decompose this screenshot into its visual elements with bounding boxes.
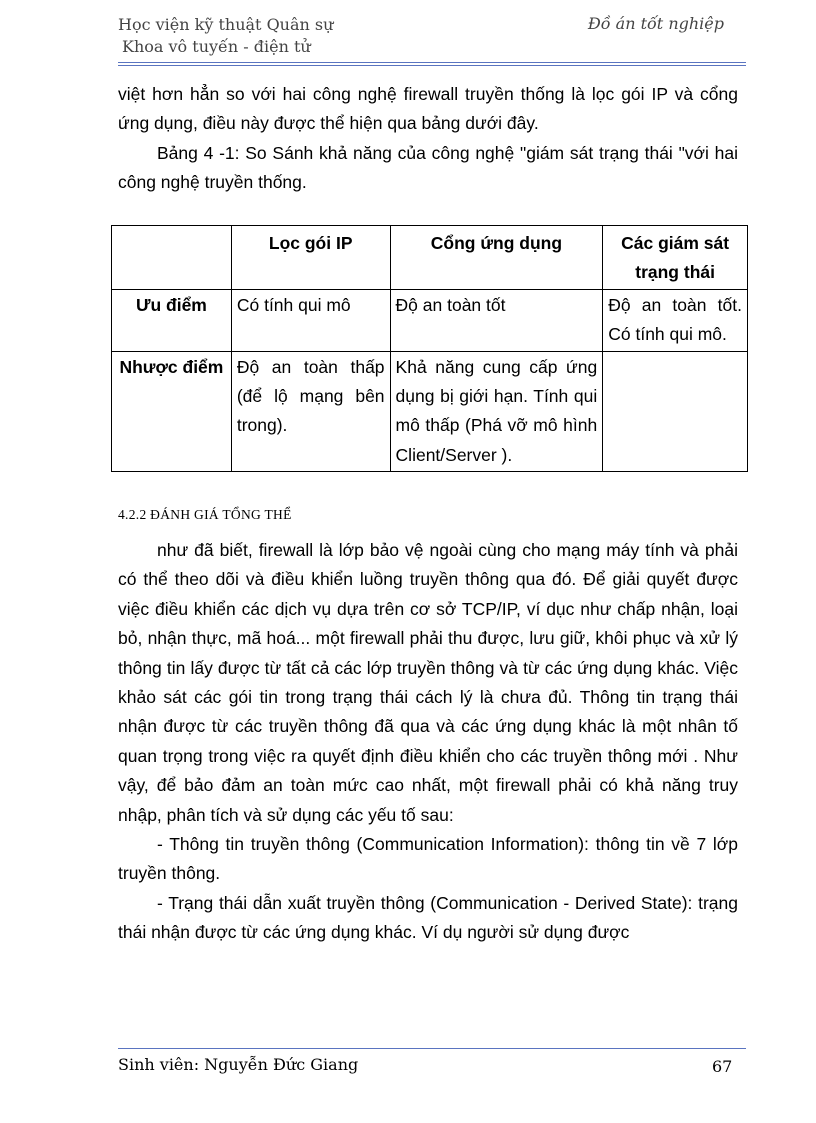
section-paragraph: như đã biết, firewall là lớp bảo vệ ngoài cùng cho mạng máy tính và phải có thể theo dõi và điều khiển luồng truyền thông qua đó. Để giải quyết được việc điều khiển các dịch vụ dựa trên cơ sở TCP/IP, ví dục như chấp nhận, loại bỏ, nhận thực, mã hoá... một firewall phải thu được, lưu giữ, khôi phục và xử lý thông tin lấy được từ tất cả các lớp truyền thông và từ các ứng dụng khác. Việc khảo sát các gói tin trong trạng thái cách lý là chưa đủ. Thông tin trạng thái nhận được từ các truyền thông đã qua và các ứng dụng khác là một nhân tố quan trọng trong việc ra quyết định điều khiển cho các truyền thông mới . Như vậy, để bảo đảm an toàn mức cao nhất, một firewall phải có khả năng truy nhập, phân tích và sử dụng các yếu tố sau: [118,540,738,825]
footer-student: Sinh viên: Nguyễn Đức Giang [118,1055,359,1074]
page-header-left [118,14,333,58]
section-paragraph: - Thông tin truyền thông (Communication Information): thông tin về 7 lớp truyền thông. [118,834,738,884]
intro-paragraph: việt hơn hẳn so với hai công nghệ firewall truyền thống là lọc gói IP và cổng ứng dụng, điều này được thể hiện qua bảng dưới đây. [118,84,738,134]
table-header-packet-filter: Lọc gói IP [231,226,390,290]
intro-block [118,80,738,198]
table-header-cell-empty [112,226,232,290]
section-body [118,536,738,948]
table-header-stateful: Các giám sát trạng thái [603,226,748,290]
table-row [112,289,748,351]
row-label-advantages: Ưu điểm [112,289,232,351]
header-faculty: Khoa vô tuyến - điện tử [122,37,311,56]
table-cell: Độ an toàn thấp (để lộ mạng bên trong). [231,351,390,472]
table-cell [603,351,748,472]
table-cell: Độ an toàn tốt. Có tính qui mô. [603,289,748,351]
header-divider-bottom [118,65,746,66]
table-cell: Có tính qui mô [231,289,390,351]
table-cell: Độ an toàn tốt [390,289,603,351]
footer-divider [118,1048,746,1049]
header-doc-type: Đồ án tốt nghiệp [587,14,724,33]
table-cell: Khả năng cung cấp ứng dụng bị giới hạn. Tính qui mô thấp (Phá vỡ mô hình Client/Server ). [390,351,603,472]
row-label-disadvantages: Nhược điểm [112,351,232,472]
table-header-app-gateway: Cổng ứng dụng [390,226,603,290]
section-heading: 4.2.2 ĐÁNH GIÁ TỔNG THỂ [118,507,292,522]
page-number: 67 [712,1057,733,1076]
header-institution: Học viện kỹ thuật Quân sự [118,15,334,34]
table-header-row [112,226,748,290]
table-caption: Bảng 4 -1: So Sánh khả năng của công nghệ "giám sát trạng thái "với hai công nghệ truyền thống. [118,142,738,193]
section-paragraph: - Trạng thái dẫn xuất truyền thông (Communication - Derived State): trạng thái nhận được từ các ứng dụng khác. Ví dụ người sử dụng được [118,892,738,943]
comparison-table [111,225,748,472]
table-row [112,351,748,472]
header-divider-top [118,62,746,63]
